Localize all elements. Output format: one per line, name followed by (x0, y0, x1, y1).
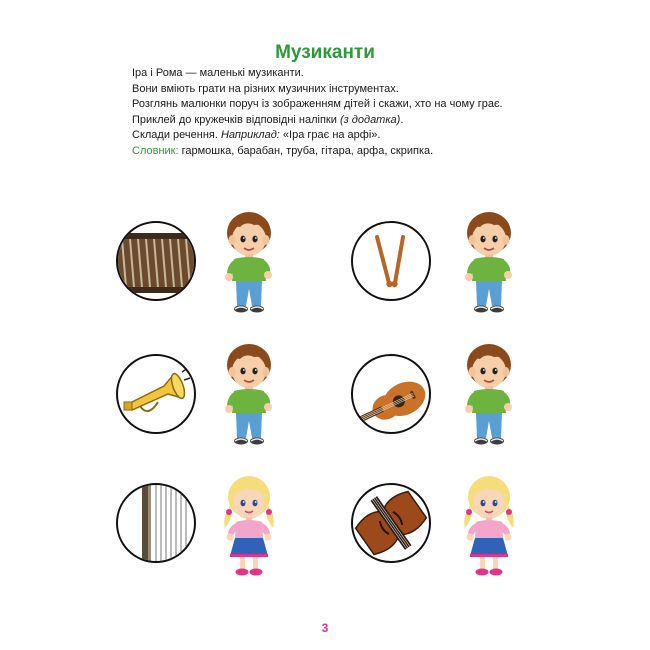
boy-figure (218, 341, 280, 451)
instruction-text: Приклей до кружечків відповідні наліпки (132, 113, 340, 126)
girl-figure (458, 472, 520, 582)
instruction-line: Іра і Рома — маленькі музиканти. (132, 67, 304, 79)
instruction-line: Вони вміють грати на різних музичних інструментах. (132, 82, 399, 95)
boy-figure (218, 209, 280, 319)
violin-icon (351, 483, 431, 563)
instruction-line (132, 128, 552, 144)
drumsticks-icon (351, 221, 431, 301)
page-number: 3 (321, 621, 329, 635)
dictionary-words: гармошка, барабан, труба, гітара, арфа, скрипка. (178, 144, 434, 157)
instruction-text: . (400, 113, 404, 126)
dictionary-line (132, 144, 552, 160)
instruction-text: Склади речення. (132, 129, 221, 142)
page-title: Музиканти (275, 42, 375, 63)
instruction-line (132, 113, 552, 129)
instructions (132, 66, 552, 160)
guitar-icon (351, 354, 431, 434)
instruction-line: Розглянь малюнки поруч із зображенням дітей і скажи, хто на чому грає. (132, 98, 503, 111)
instruction-italic: (з додатка) (339, 113, 401, 126)
boy-figure (458, 209, 520, 319)
boy-figure (458, 341, 520, 451)
dictionary-label: Словник: (132, 144, 179, 157)
trumpet-icon (116, 354, 196, 434)
instruction-italic: Наприклад: (220, 129, 280, 142)
harp-icon (116, 483, 196, 563)
accordion-icon (116, 221, 196, 301)
instruction-text: «Іра грає на арфі». (279, 129, 381, 142)
girl-figure (218, 472, 280, 582)
